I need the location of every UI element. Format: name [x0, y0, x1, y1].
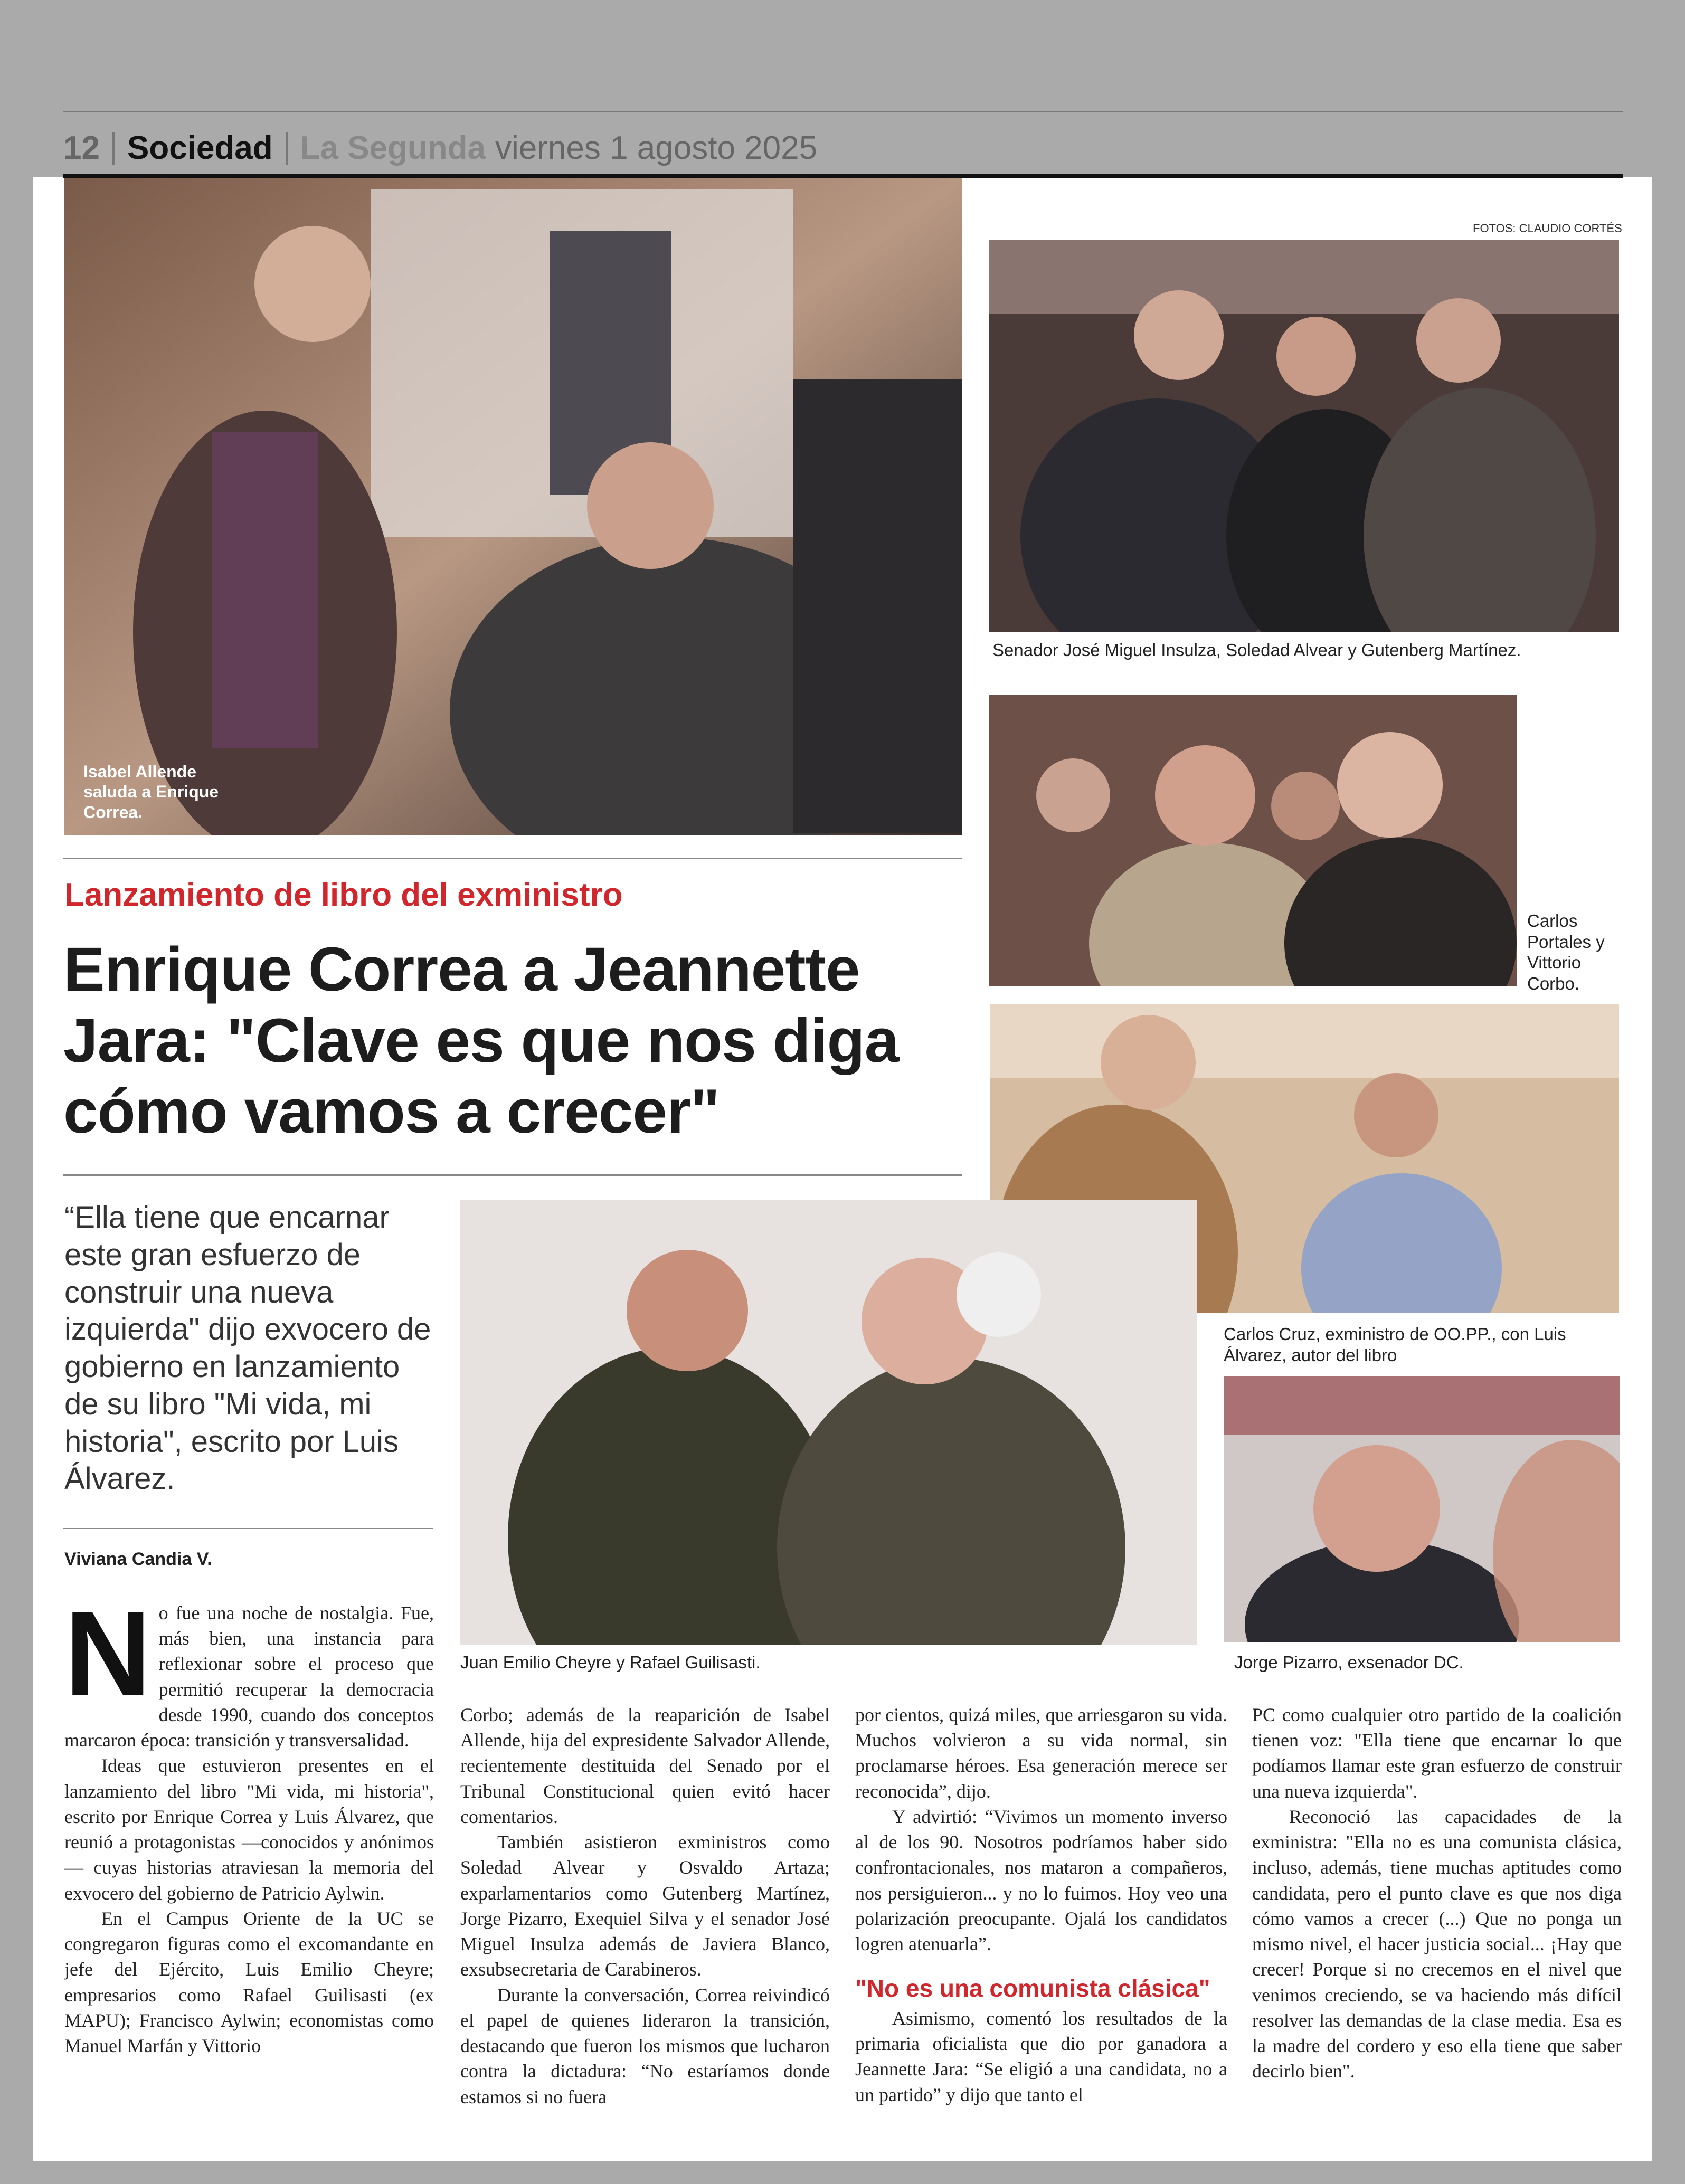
insulza-caption: Senador José Miguel Insulza, Soledad Alvear y Gutenberg Martínez. [992, 640, 1521, 660]
paragraph: Durante la conversación, Correa reivindicó el papel de quienes lideraron la transición, destacando que fueron los mismos que lucharon contra la dictadura: “No estaríamos donde estamos si no fuera [460, 1984, 830, 2107]
paragraph: En el Campus Oriente de la UC se congregaron figuras como el excomandante en jefe del Ejército, Luis Emilio Cheyre; empresarios como Rafael Guilisasti (ex MAPU); Francisco Aylwin; economistas como Manuel Marfán y Vittorio [64, 1907, 434, 2056]
section-name: Sociedad [127, 130, 273, 166]
article-kicker: Lanzamiento de libro del exministro [64, 877, 623, 913]
drop-cap: N [64, 1587, 152, 1721]
pizarro-caption: Jorge Pizarro, exsenador DC. [1234, 1653, 1464, 1672]
main-photo-caption: Isabel Allende saluda a Enrique Correa. [83, 762, 219, 822]
paragraph: PC como cualquier otro partido de la coalición tienen voz: "Ella tiene que encarnar lo que podíamos llamar este gran esfuerzo de construir una nueva izquierda". [1252, 1704, 1622, 1802]
portales-caption: Carlos Portales y Vittorio Corbo. [1527, 911, 1605, 993]
page-number: 12 [63, 130, 100, 166]
paragraph: por cientos, quizá miles, que arriesgaron su vida. Muchos volvieron a su vida normal, sin proclamarse héroes. Esa generación merece ser reconocida”, dijo. [855, 1704, 1227, 1802]
headline-bottom-rule [63, 1174, 962, 1176]
issue-date: viernes 1 agosto 2025 [495, 130, 818, 166]
insulza-photo [989, 240, 1619, 632]
article-column-2 [460, 1702, 830, 2110]
paragraph: También asistieron exministros como Soledad Alvear y Osvaldo Artaza; exparlamentarios como Gutenberg Martínez, Jorge Pizarro, Exequiel Silva y el senador José Miguel Insulza además de Javiera Blanco, exsubsecretaria de Carabineros. [460, 1831, 830, 1980]
deck-rule [63, 1528, 433, 1529]
pizarro-photo [1224, 1376, 1620, 1642]
article-column-3 [855, 1702, 1227, 1957]
portales-photo [989, 695, 1517, 986]
article-subhead: "No es una comunista clásica" [855, 1974, 1210, 2002]
header-main-rule [63, 174, 1623, 178]
cheyre-caption: Juan Emilio Cheyre y Rafael Guilisasti. [460, 1653, 761, 1672]
masthead-divider [286, 132, 288, 165]
article-column-3-continued [855, 2006, 1227, 2107]
paragraph: Y advirtió: “Vivimos un momento inverso al de los 90. Nosotros podríamos haber sido confrontacionales, nos mataron a compañeros, nos persiguieron... y no lo fuimos. Hoy veo una polarización preocupante. Ojalá los candidatos logren atenuarla”. [855, 1806, 1227, 1955]
article-byline: Viviana Candia V. [64, 1549, 212, 1569]
masthead [63, 111, 1623, 174]
paragraph: Reconoció las capacidades de la exministra: "Ella no es una comunista clásica, incluso, además, tiene muchas aptitudes como candidata, pero el punto clave es que nos diga cómo vamos a crecer (...) Que no ponga un mismo nivel, el hacer justicia social... ¡Hay que crecer! Porque si no crecemos en el nivel que venimos creciendo, se va haciendo más difícil resolver las demandas de la clase media. Esa es la madre del cordero y eso ella tiene que saber decirlo bien". [1252, 1806, 1622, 2082]
main-photo [64, 178, 962, 835]
paragraph: o fue una noche de nostalgia. Fue, más bien, una instancia para reflexionar sobre el proceso que permitió recuperar la democracia desde 1990, cuando dos conceptos marcaron época: transición y transversalidad. [64, 1602, 434, 1751]
masthead-divider [112, 132, 115, 165]
cruz-caption: Carlos Cruz, exministro de OO.PP., con Luis Álvarez, autor del libro [1224, 1324, 1566, 1365]
article-deck: “Ella tiene que encarnar este gran esfuerzo de construir una nueva izquierda" dijo exvocero de gobierno en lanzamiento de su libro "Mi vida, mi historia", escrito por Luis Álvarez. [64, 1200, 431, 1496]
photo-credit: FOTOS: CLAUDIO CORTÉS [1473, 222, 1622, 235]
paragraph: Asimismo, comentó los resultados de la primaria oficialista que dio por ganadora a Jeannette Jara: “Se eligió a una candidata, no a un partido” y dijo que tanto el [855, 2008, 1227, 2105]
article-column-1 [64, 1587, 434, 2058]
article-column-4 [1252, 1702, 1622, 2084]
article-headline: Enrique Correa a Jeannette Jara: "Clave es que nos diga cómo vamos a crecer" [63, 935, 899, 1147]
paragraph: Corbo; además de la reaparición de Isabel Allende, hija del expresidente Salvador Allende, recientemente destituida del Senado por el Tribunal Constitucional quien evitó hacer comentarios. [460, 1704, 830, 1827]
cheyre-photo [460, 1200, 1197, 1645]
paragraph: Ideas que estuvieron presentes en el lanzamiento del libro "Mi vida, mi historia", escrito por Enrique Correa y Luis Álvarez, que reunió a protagonistas —conocidos y anónimos— cuyas historias atraviesan la memoria del exvocero del gobierno de Patricio Aylwin. [64, 1755, 434, 1904]
headline-top-rule [63, 858, 962, 859]
publication-name: La Segunda [300, 130, 486, 166]
